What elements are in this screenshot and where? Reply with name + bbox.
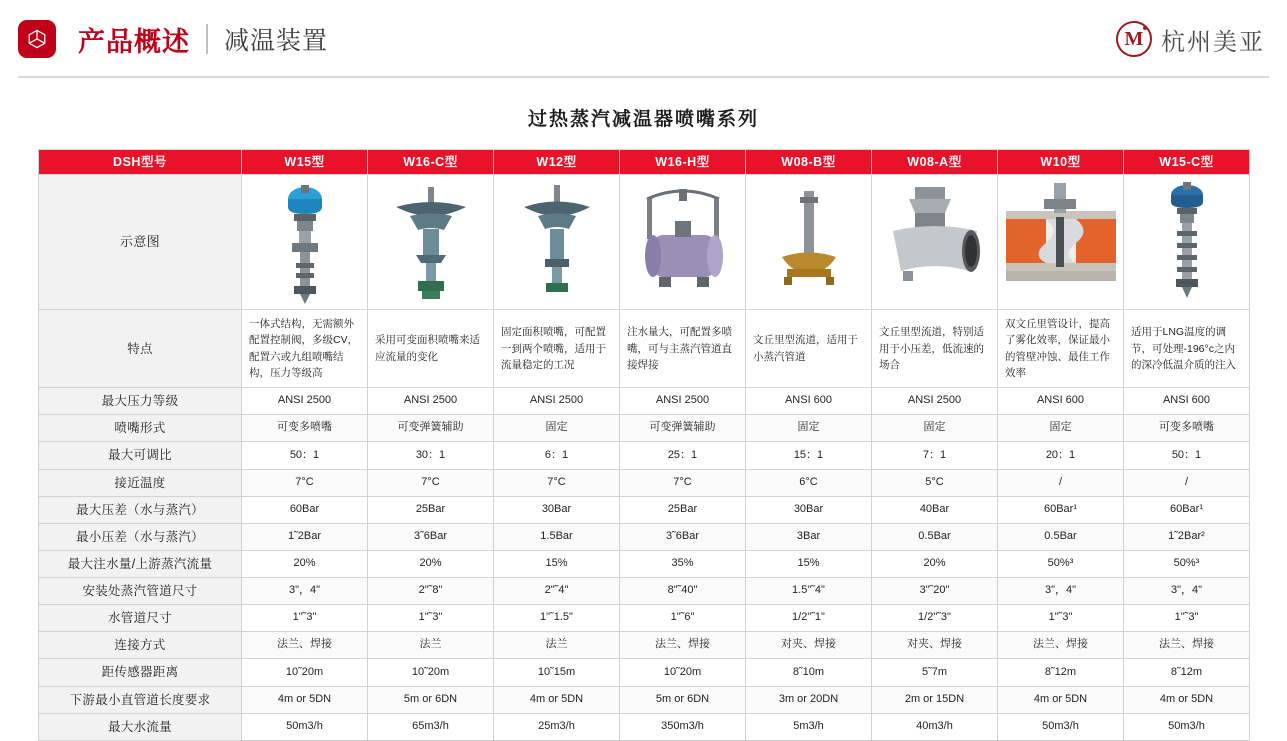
data-cell: 1.5Bar — [494, 523, 620, 550]
hexagon-cube-icon — [26, 28, 48, 50]
table-title: 过热蒸汽减温器喷嘴系列 — [527, 109, 759, 130]
row-label: 下游最小直管道长度要求 — [39, 686, 242, 713]
table-header-row — [39, 150, 1250, 175]
feature-cell-w16h: 注水量大，可配置多喷嘴，可与主蒸汽管道直接焊接 — [620, 310, 746, 388]
data-cell: 7°C — [494, 469, 620, 496]
data-cell: 固定 — [494, 415, 620, 442]
row-label: 最大水流量 — [39, 713, 242, 740]
data-cell: 15% — [494, 550, 620, 577]
data-cell: 35% — [620, 550, 746, 577]
feature-cell-w08b: 文丘里型流道，适用于小蒸汽管道 — [746, 310, 872, 388]
data-cell: 2"˜4" — [494, 578, 620, 605]
row-label: 最大注水量/上游蒸汽流量 — [39, 550, 242, 577]
data-cell: 1/2"˜3" — [872, 605, 998, 632]
data-cell: 7：1 — [872, 442, 998, 469]
diagram-cell-w16c — [368, 175, 494, 310]
data-cell: 8"˜40" — [620, 578, 746, 605]
feature-cell-w12: 固定面积喷嘴，可配置一到两个喷嘴，适用于流量稳定的工况 — [494, 310, 620, 388]
data-cell: 5m3/h — [746, 713, 872, 740]
header-divider — [18, 76, 1269, 78]
data-cell: 7°C — [368, 469, 494, 496]
data-cell: 50%³ — [1124, 550, 1250, 577]
row-label: 水管道尺寸 — [39, 605, 242, 632]
column-header-w15c: W15-C型 — [1124, 150, 1250, 175]
diagram-cell-w12 — [494, 175, 620, 310]
data-cell: 1"˜3" — [242, 605, 368, 632]
row-label: 安装处蒸汽管道尺寸 — [39, 578, 242, 605]
data-cell: ANSI 2500 — [494, 388, 620, 415]
data-cell: ANSI 2500 — [620, 388, 746, 415]
venturi-probe-nozzle-diagram — [746, 175, 871, 309]
table-row-features — [39, 310, 1250, 388]
column-header-w10: W10型 — [998, 150, 1124, 175]
data-cell: 固定 — [872, 415, 998, 442]
table-row — [39, 659, 1250, 686]
row-label: 距传感器距离 — [39, 659, 242, 686]
data-cell: 法兰、焊接 — [242, 632, 368, 659]
row-label-diagram: 示意图 — [39, 175, 242, 310]
data-cell: 3"，4" — [1124, 578, 1250, 605]
page-header — [0, 0, 1287, 78]
lng-actuator-nozzle-diagram — [1124, 175, 1249, 309]
data-cell: 60Bar¹ — [1124, 496, 1250, 523]
row-label: 接近温度 — [39, 469, 242, 496]
column-header-w08a: W08-A型 — [872, 150, 998, 175]
brand-logo — [1116, 21, 1265, 57]
table-row — [39, 632, 1250, 659]
data-cell: 50：1 — [1124, 442, 1250, 469]
feature-cell-w10: 双文丘里管设计，提高了雾化效率，保证最小的管壁冲蚀、最佳工作效率 — [998, 310, 1124, 388]
table-row — [39, 469, 1250, 496]
data-cell: 固定 — [746, 415, 872, 442]
row-label: 喷嘴形式 — [39, 415, 242, 442]
data-cell: 4m or 5DN — [242, 686, 368, 713]
diagram-cell-w15 — [242, 175, 368, 310]
row-label: 最大压差（水与蒸汽） — [39, 496, 242, 523]
row-label: 最小压差（水与蒸汽） — [39, 523, 242, 550]
page-title: 产品概述 — [78, 26, 190, 57]
double-venturi-section-diagram — [998, 175, 1123, 309]
data-cell: / — [998, 469, 1124, 496]
column-header-model: DSH型号 — [39, 150, 242, 175]
data-cell: 1˜2Bar² — [1124, 523, 1250, 550]
data-cell: 6°C — [746, 469, 872, 496]
logo-badge — [18, 20, 56, 58]
data-cell: 50m3/h — [242, 713, 368, 740]
page-subtitle: 减温装置 — [224, 27, 329, 55]
data-cell: 60Bar — [242, 496, 368, 523]
data-cell: 8˜12m — [998, 659, 1124, 686]
data-cell: 4m or 5DN — [1124, 686, 1250, 713]
data-cell: 6：1 — [494, 442, 620, 469]
data-cell: 可变弹簧辅助 — [368, 415, 494, 442]
data-cell: 1/2"˜1" — [746, 605, 872, 632]
brand-mark-icon: M — [1116, 21, 1152, 57]
data-cell: 法兰 — [494, 632, 620, 659]
data-cell: 8˜12m — [1124, 659, 1250, 686]
diagram-cell-w10 — [998, 175, 1124, 310]
table-row — [39, 415, 1250, 442]
row-label: 最大可调比 — [39, 442, 242, 469]
table-row — [39, 578, 1250, 605]
table-row — [39, 686, 1250, 713]
table-row — [39, 496, 1250, 523]
data-cell: 5m or 6DN — [368, 686, 494, 713]
feature-cell-w15: 一体式结构，无需额外配置控制阀，多级CV，配置六或九组喷嘴结构，压力等级高 — [242, 310, 368, 388]
data-cell: 30Bar — [746, 496, 872, 523]
data-cell: ANSI 600 — [998, 388, 1124, 415]
column-header-w08b: W08-B型 — [746, 150, 872, 175]
data-cell: 1.5"˜4" — [746, 578, 872, 605]
row-label: 连接方式 — [39, 632, 242, 659]
data-cell: 1˜2Bar — [242, 523, 368, 550]
data-cell: 法兰、焊接 — [998, 632, 1124, 659]
column-header-w16h: W16-H型 — [620, 150, 746, 175]
data-cell: 20% — [242, 550, 368, 577]
data-cell: 可变多喷嘴 — [1124, 415, 1250, 442]
horizontal-vessel-nozzle-diagram — [620, 175, 745, 309]
data-cell: ANSI 2500 — [872, 388, 998, 415]
data-cell: 20% — [368, 550, 494, 577]
column-header-w15: W15型 — [242, 150, 368, 175]
data-cell: 50m3/h — [1124, 713, 1250, 740]
data-cell: 0.5Bar — [872, 523, 998, 550]
diagram-cell-w08b — [746, 175, 872, 310]
data-cell: 50m3/h — [998, 713, 1124, 740]
valve-actuator-nozzle-diagram — [242, 175, 367, 309]
venturi-body-nozzle-diagram — [872, 175, 997, 309]
data-cell: 可变弹簧辅助 — [620, 415, 746, 442]
data-cell: 1"˜3" — [368, 605, 494, 632]
row-label-features: 特点 — [39, 310, 242, 388]
data-cell: 可变多喷嘴 — [242, 415, 368, 442]
table-row — [39, 605, 1250, 632]
data-cell: 350m3/h — [620, 713, 746, 740]
data-cell: / — [1124, 469, 1250, 496]
data-cell: 60Bar¹ — [998, 496, 1124, 523]
column-header-w12: W12型 — [494, 150, 620, 175]
data-cell: 法兰、焊接 — [1124, 632, 1250, 659]
title-divider — [206, 24, 208, 54]
data-cell: 3Bar — [746, 523, 872, 550]
data-cell: 10˜20m — [368, 659, 494, 686]
table-row — [39, 713, 1250, 740]
data-cell: 5˜7m — [872, 659, 998, 686]
data-cell: ANSI 600 — [746, 388, 872, 415]
data-cell: ANSI 2500 — [242, 388, 368, 415]
data-cell: 5m or 6DN — [620, 686, 746, 713]
data-cell: 50：1 — [242, 442, 368, 469]
diagram-cell-w15c — [1124, 175, 1250, 310]
row-label: 最大压力等级 — [39, 388, 242, 415]
data-cell: 对夹、焊接 — [746, 632, 872, 659]
data-cell: 40Bar — [872, 496, 998, 523]
data-cell: 5°C — [872, 469, 998, 496]
data-cell: 2"˜8" — [368, 578, 494, 605]
data-cell: ANSI 2500 — [368, 388, 494, 415]
data-cell: 3"，4" — [998, 578, 1124, 605]
brand-name: 杭州美亚 — [1161, 28, 1265, 56]
data-cell: 法兰、焊接 — [620, 632, 746, 659]
data-cell: 3"˜20" — [872, 578, 998, 605]
feature-cell-w15c: 适用于LNG温度的调节，可处理-196°c之内的深冷低温介质的注入 — [1124, 310, 1250, 388]
data-cell: 7°C — [620, 469, 746, 496]
tree-spray-nozzle-diagram — [368, 175, 493, 309]
data-cell: 对夹、焊接 — [872, 632, 998, 659]
table-row-diagram — [39, 175, 1250, 310]
diagram-cell-w08a — [872, 175, 998, 310]
data-cell: 40m3/h — [872, 713, 998, 740]
data-cell: ANSI 600 — [1124, 388, 1250, 415]
data-cell: 3"，4" — [242, 578, 368, 605]
data-cell: 10˜15m — [494, 659, 620, 686]
data-cell: 4m or 5DN — [494, 686, 620, 713]
table-row — [39, 550, 1250, 577]
data-cell: 25：1 — [620, 442, 746, 469]
data-cell: 10˜20m — [242, 659, 368, 686]
data-cell: 3m or 20DN — [746, 686, 872, 713]
data-cell: 法兰 — [368, 632, 494, 659]
data-cell: 65m3/h — [368, 713, 494, 740]
data-cell: 3˜6Bar — [368, 523, 494, 550]
data-cell: 1"˜3" — [998, 605, 1124, 632]
data-cell: 0.5Bar — [998, 523, 1124, 550]
spec-table-wrap — [0, 149, 1287, 741]
data-cell: 4m or 5DN — [998, 686, 1124, 713]
data-cell: 10˜20m — [620, 659, 746, 686]
data-cell: 25Bar — [620, 496, 746, 523]
data-cell: 1"˜3" — [1124, 605, 1250, 632]
data-cell: 25m3/h — [494, 713, 620, 740]
data-cell: 1"˜6" — [620, 605, 746, 632]
data-cell: 30Bar — [494, 496, 620, 523]
data-cell: 8˜10m — [746, 659, 872, 686]
data-cell: 3˜6Bar — [620, 523, 746, 550]
data-cell: 固定 — [998, 415, 1124, 442]
feature-cell-w08a: 文丘里型流道，特别适用于小压差，低流速的场合 — [872, 310, 998, 388]
diagram-cell-w16h — [620, 175, 746, 310]
data-cell: 2m or 15DN — [872, 686, 998, 713]
fixed-area-nozzle-diagram — [494, 175, 619, 309]
data-cell: 25Bar — [368, 496, 494, 523]
spec-table — [38, 149, 1250, 741]
column-header-w16c: W16-C型 — [368, 150, 494, 175]
table-row — [39, 523, 1250, 550]
data-cell: 20% — [872, 550, 998, 577]
table-row — [39, 442, 1250, 469]
data-cell: 15% — [746, 550, 872, 577]
data-cell: 1"˜1.5" — [494, 605, 620, 632]
data-cell: 15：1 — [746, 442, 872, 469]
data-cell: 50%³ — [998, 550, 1124, 577]
data-cell: 20：1 — [998, 442, 1124, 469]
feature-cell-w16c: 采用可变面积喷嘴来适应流量的变化 — [368, 310, 494, 388]
data-cell: 30：1 — [368, 442, 494, 469]
data-cell: 7°C — [242, 469, 368, 496]
table-row — [39, 388, 1250, 415]
